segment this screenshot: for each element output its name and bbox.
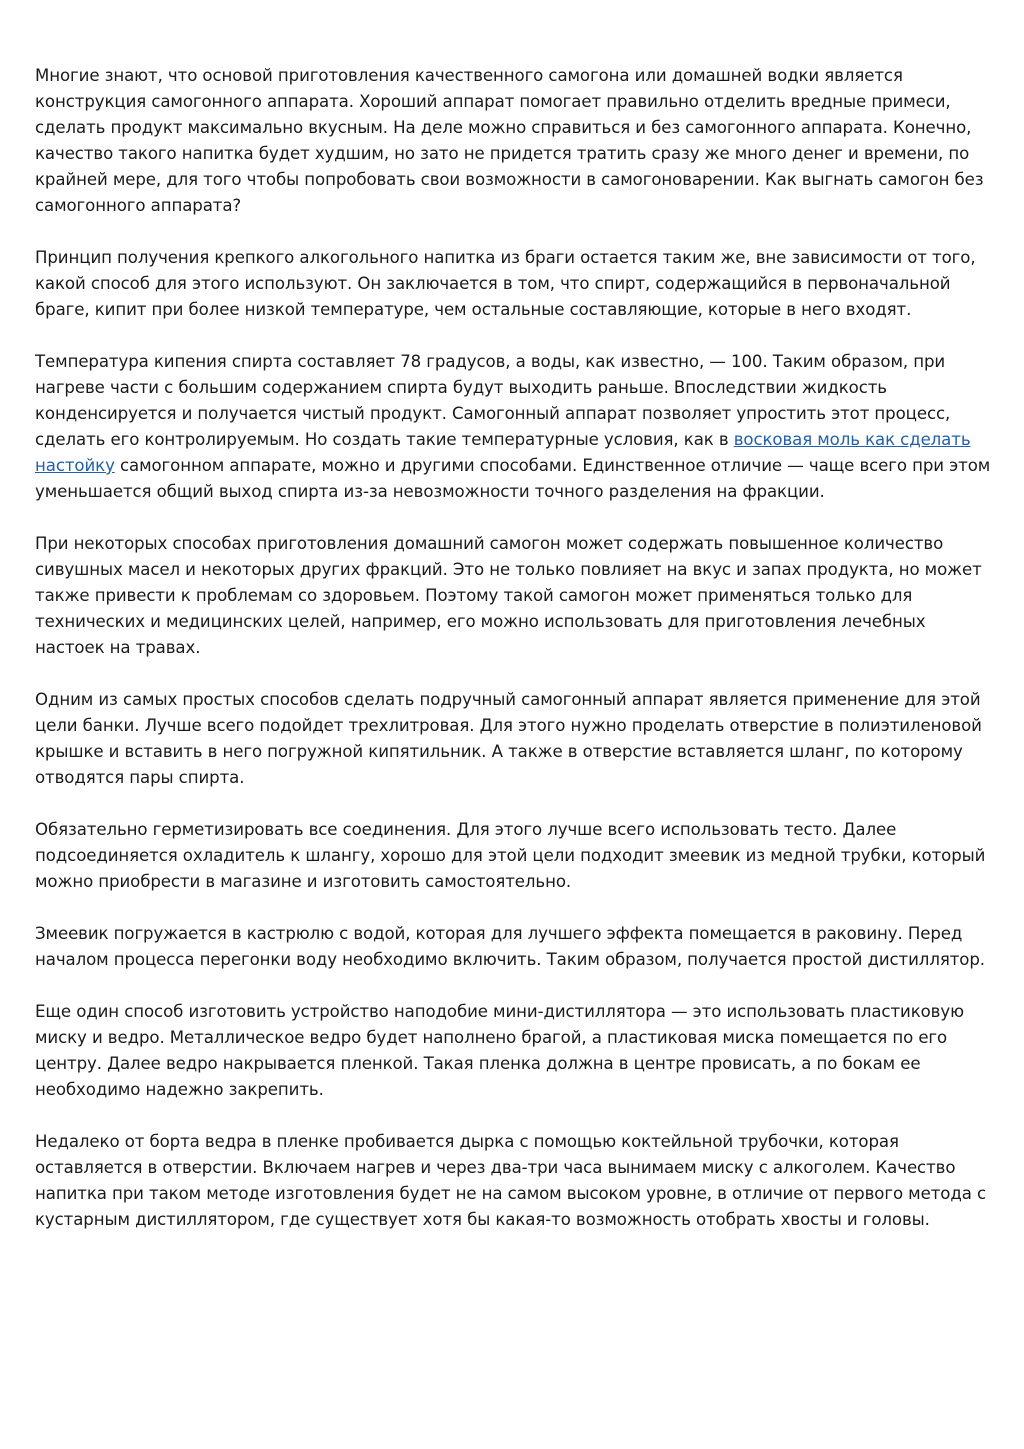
document-body bbox=[35, 63, 995, 1259]
paragraph-boiling-temperature bbox=[35, 349, 995, 505]
paragraph-final: Недалеко от борта ведра в пленке пробивается дырка с помощью коктейльной трубочки, которая оставляется в отверстии. Включаем нагрев и через два-три часа вынимаем миску с алкоголем. Качество напитка при таком методе изготовления будет не на самом высоком уровне, в отличие от первого метода с кустарным дистиллятором, где существует хотя бы какая-то возможность отобрать хвосты и головы. bbox=[35, 1132, 986, 1229]
paragraph-principle: Принцип получения крепкого алкогольного напитка из браги остается таким же, вне зависимости от того, какой способ для этого используют. Он заключается в том, что спирт, содержащийся в первоначальной браге, кипит при более низкой температуре, чем остальные составляющие, которые в него входят. bbox=[35, 248, 976, 319]
inline-link[interactable]: восковая моль как сделать настойку bbox=[35, 430, 971, 475]
paragraph-bucket-method: Еще один способ изготовить устройство наподобие мини-дистиллятора — это использовать пластиковую миску и ведро. Металлическое ведро будет наполнено брагой, а пластиковая миска помещается по его центру. Далее ведро накрывается пленкой. Такая пленка должна в центре провисать, а по бокам ее необходимо надежно закрепить. bbox=[35, 1002, 964, 1099]
paragraph-text-after-link: самогонном аппарате, можно и другими способами. Единственное отличие — чаще всего при этом уменьшается общий выход спирта из-за невозможности точного разделения на фракции. bbox=[35, 456, 991, 501]
paragraph-intro: Многие знают, что основой приготовления качественного самогона или домашней водки является конструкция самогонного аппарата. Хороший аппарат помогает правильно отделить вредные примеси, сделать продукт максимально вкусным. На деле можно справиться и без самогонного аппарата. Конечно, качество такого напитка будет худшим, но зато не придется тратить сразу же много денег и времени, по крайней мере, для того чтобы попробовать свои возможности в самогоноварении. Как выгнать самогон без самогонного аппарата? bbox=[35, 66, 984, 215]
paragraph-sealing: Обязательно герметизировать все соединения. Для этого лучше всего использовать тесто. Далее подсоединяется охладитель к шлангу, хорошо для этой цели подходит змеевик из медной трубки, который можно приобрести в магазине и изготовить самостоятельно. bbox=[35, 820, 986, 891]
paragraph-text-before-link: Температура кипения спирта составляет 78 градусов, а воды, как известно, — 100. Таким образом, при нагреве части с большим содержанием спирта будут выходить раньше. Впоследствии жидкость конденсируется и получается чистый продукт. Самогонный аппарат позволяет упростить этот процесс, сделать его контролируемым. Но создать такие температурные условия, как в bbox=[35, 352, 951, 449]
paragraph-fusel-oils: При некоторых способах приготовления домашний самогон может содержать повышенное количество сивушных масел и некоторых других фракций. Это не только повлияет на вкус и запах продукта, но может также привести к проблемам со здоровьем. Поэтому такой самогон может применяться только для технических и медицинских целей, например, его можно использовать для приготовления лечебных настоек на травах. bbox=[35, 534, 982, 657]
paragraph-coil: Змеевик погружается в кастрюлю с водой, которая для лучшего эффекта помещается в раковину. Перед началом процесса перегонки воду необходимо включить. Таким образом, получается простой дистиллятор. bbox=[35, 924, 985, 969]
paragraph-jar-method: Одним из самых простых способов сделать подручный самогонный аппарат является применение для этой цели банки. Лучше всего подойдет трехлитровая. Для этого нужно проделать отверстие в полиэтиленовой крышке и вставить в него погружной кипятильник. А также в отверстие вставляется шланг, по которому отводятся пары спирта. bbox=[35, 690, 982, 787]
